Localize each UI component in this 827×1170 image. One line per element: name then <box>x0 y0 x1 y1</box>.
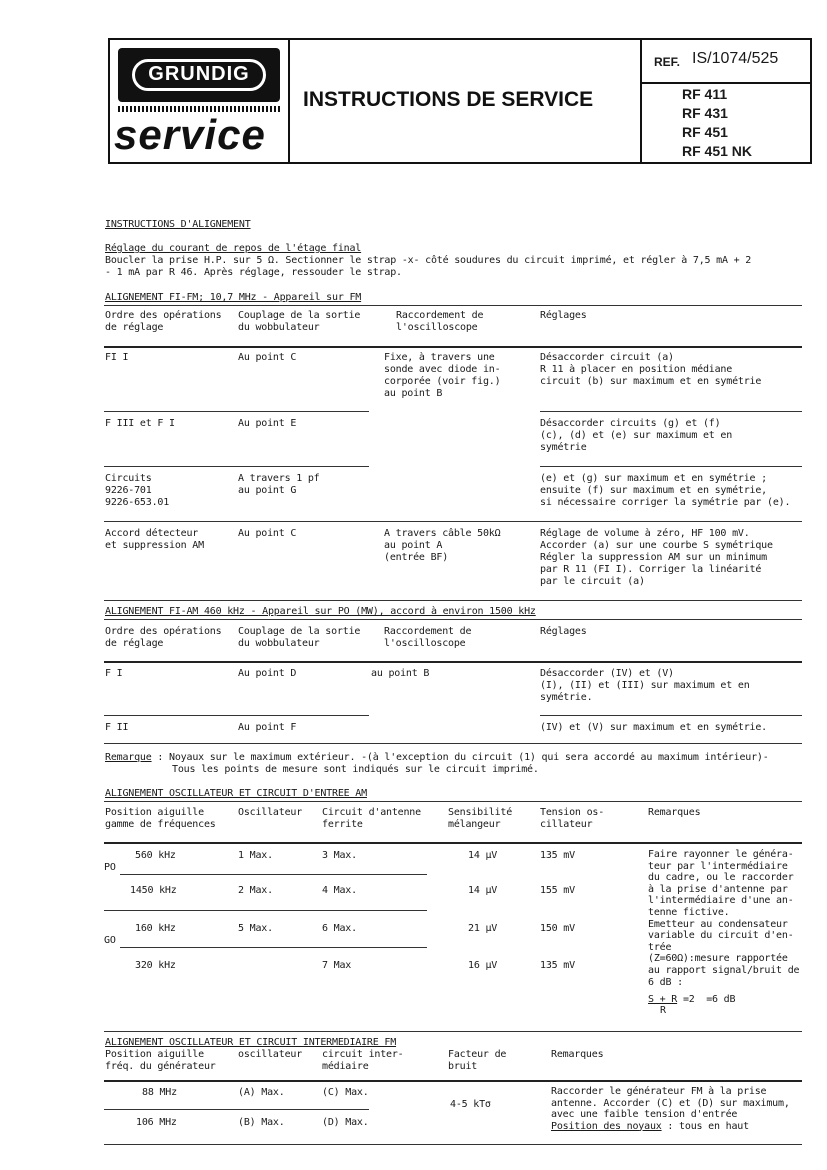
fm-col1-header: Ordre des opérations de réglage <box>105 310 222 333</box>
ref-label: REF. <box>654 55 681 69</box>
table-row: (C) Max. <box>322 1087 369 1098</box>
table-row: 135 mV <box>540 850 575 861</box>
fm-header-rule <box>104 346 802 348</box>
am-col3-header: Raccordement de l'oscilloscope <box>384 626 472 649</box>
fmosc-col3-header: circuit inter- médiaire <box>322 1049 404 1072</box>
fmosc-remarks: Raccorder le générateur FM à la prise antenne. Accorder (C) et (D) sur maximum, avec une faible tension d'entrée Position des noyaux : tous en haut <box>551 1086 790 1132</box>
grundig-service-logo <box>110 40 290 162</box>
table-row: Accord détecteur et suppression AM <box>105 528 204 551</box>
table-row: 150 mV <box>540 923 575 934</box>
fmosc-header-rule <box>104 1080 802 1082</box>
table-row: F II <box>105 722 129 733</box>
am-col1-header: Ordre des opérations de réglage <box>105 626 222 649</box>
am-row1-rule-right <box>540 715 802 716</box>
table-row: 7 Max <box>322 960 352 971</box>
core-position-text: : tous en haut <box>661 1120 749 1132</box>
table-row: 14 µV <box>468 850 498 861</box>
fmosc-col5-header: Remarques <box>551 1049 604 1060</box>
osc-col3-header: Circuit d'antenne ferrite <box>322 807 421 830</box>
am-table-top-rule <box>104 619 802 620</box>
osc-col4-header: Sensibilité mélangeur <box>448 807 513 830</box>
am-col2-header: Couplage de la sortie du wobbulateur <box>238 626 361 649</box>
am-osc-heading: ALIGNEMENT OSCILLATEUR ET CIRCUIT D'ENTREE AM <box>105 788 367 799</box>
table-row: A travers 1 pf au point G <box>238 473 320 496</box>
table-row: (D) Max. <box>322 1117 369 1128</box>
section-heading-bias: Réglage du courant de repos de l'étage final <box>105 243 362 254</box>
fm-row1-rule-left <box>104 411 369 412</box>
fm-if-heading: ALIGNEMENT FI-FM; 10,7 MHz - Appareil sur FM <box>105 292 362 303</box>
formula-denominator: R <box>660 1005 666 1016</box>
osc-row3-rule <box>120 947 427 948</box>
table-row: 88 MHz <box>142 1087 177 1098</box>
section-heading-alignment: INSTRUCTIONS D'ALIGNEMENT <box>105 219 251 230</box>
fm-col4-header: Réglages <box>540 310 587 321</box>
osc-header-rule <box>104 842 802 844</box>
model-rf431: RF 431 <box>682 105 728 121</box>
service-text: service <box>114 111 266 158</box>
table-row: Réglage de volume à zéro, HF 100 mV. Accorder (a) sur une courbe S symétrique Régler la suppression AM sur un minimum par R 11 (FI I). Corriger la linéarité par le circuit (a) <box>540 528 773 587</box>
osc-col2-header: Oscillateur <box>238 807 303 818</box>
table-row: 1 Max. <box>238 850 273 861</box>
noise-factor: 4-5 kTσ <box>450 1099 491 1110</box>
table-row: 320 kHz <box>135 960 176 971</box>
table-row: (A) Max. <box>238 1087 285 1098</box>
osc-remarks: Faire rayonner le généra- teur par l'intermédiaire du cadre, ou le raccorder à la prise d'antenne par l'intermédiaire d'une an- tenne fictive. Emetteur au condensateur variable du circuit d'en- trée (Z=60Ω):mesure rapportée au rapport signal/bruit de 6 dB : <box>648 849 800 988</box>
table-row: F I <box>105 668 123 679</box>
ref-value: IS/1074/525 <box>692 50 779 67</box>
remark-line2: Tous les points de mesure sont indiqués sur le circuit imprimé. <box>172 764 539 775</box>
table-row: 5 Max. <box>238 923 273 934</box>
osc-row2-rule <box>104 910 427 911</box>
table-row: 160 kHz <box>135 923 176 934</box>
table-row: F III et F I <box>105 418 175 429</box>
table-row: 135 mV <box>540 960 575 971</box>
am-row1-rule-left <box>104 715 369 716</box>
formula-numerator: S + R <box>648 994 678 1005</box>
fmosc-col4-header: Facteur de bruit <box>448 1049 507 1072</box>
fm-table-bottom-rule <box>104 600 802 601</box>
remark-line1 <box>105 752 769 764</box>
remark-text: : Noyaux sur le maximum extérieur. -(à l'exception du circuit (1) qui sera accordé au maximum intérieur)- <box>151 752 769 763</box>
table-row: (B) Max. <box>238 1117 285 1128</box>
osc-col1-header: Position aiguille gamme de fréquences <box>105 807 216 830</box>
table-row: FI I <box>105 352 129 363</box>
fm-osc-heading: ALIGNEMENT OSCILLATEUR ET CIRCUIT INTERMEDIAIRE FM <box>105 1037 397 1048</box>
fm-row2-rule-right <box>540 466 802 467</box>
table-row: au point B <box>371 668 430 679</box>
table-row: 155 mV <box>540 885 575 896</box>
table-row: Désaccorder circuit (a) R 11 à placer en position médiane circuit (b) sur maximum et en symétrie <box>540 352 762 387</box>
bias-instructions-line1: Boucler la prise H.P. sur 5 Ω. Sectionner le strap -x- côté soudures du circuit imprimé, et régler à 7,5 mA + 2 <box>105 255 752 266</box>
fmosc-top-rule <box>104 1031 802 1032</box>
table-row: 560 kHz <box>135 850 176 861</box>
grundig-brand-text: GRUNDIG <box>148 63 250 85</box>
table-row: 16 µV <box>468 960 498 971</box>
am-if-heading: ALIGNEMENT FI-AM 460 kHz - Appareil sur PO (MW), accord à environ 1500 kHz <box>105 606 536 617</box>
table-row: (IV) et (V) sur maximum et en symétrie. <box>540 722 767 733</box>
bias-instructions-line2: - 1 mA par R 46. Après réglage, ressouder le strap. <box>105 267 402 278</box>
table-row: Au point D <box>238 668 297 679</box>
osc-row1-rule <box>120 874 427 875</box>
table-row: 6 Max. <box>322 923 357 934</box>
reference-row <box>642 40 812 84</box>
fm-row2-rule-left <box>104 466 369 467</box>
table-row: Au point F <box>238 722 297 733</box>
table-row: Au point C <box>238 352 297 363</box>
model-rf451nk: RF 451 NK <box>682 143 753 159</box>
fmosc-col2-header: oscillateur <box>238 1049 303 1060</box>
table-row: 106 MHz <box>136 1117 177 1128</box>
core-position-label: Position des noyaux <box>551 1120 662 1132</box>
table-row: 2 Max. <box>238 885 273 896</box>
table-row: Circuits 9226-701 9226-653.01 <box>105 473 170 508</box>
osc-col6-header: Remarques <box>648 807 701 818</box>
fm-row1-rule-right <box>540 411 802 412</box>
table-row: 1450 kHz <box>130 885 177 896</box>
formula-result: =2 =6 dB <box>682 994 736 1005</box>
fm-row3-rule <box>104 521 802 522</box>
table-row: A travers câble 50kΩ au point A (entrée BF) <box>384 528 501 563</box>
table-row: 21 µV <box>468 923 498 934</box>
am-table-bottom-rule <box>104 743 802 744</box>
fmosc-col1-header: Position aiguille fréq. du générateur <box>105 1049 216 1072</box>
fm-table-top-rule <box>104 305 802 306</box>
table-row: 3 Max. <box>322 850 357 861</box>
table-row: Fixe, à travers une sonde avec diode in- corporée (voir fig.) au point B <box>384 352 501 399</box>
osc-col5-header: Tension os- cillateur <box>540 807 605 830</box>
band-po-label: PO <box>104 862 116 873</box>
fm-col3-header: Raccordement de l'oscilloscope <box>396 310 484 333</box>
reference-cell <box>640 40 812 162</box>
document-title: INSTRUCTIONS DE SERVICE <box>303 88 594 111</box>
model-rf451: RF 451 <box>682 124 728 140</box>
model-rf411: RF 411 <box>682 86 728 102</box>
table-row: Au point C <box>238 528 297 539</box>
table-row: 4 Max. <box>322 885 357 896</box>
table-row: Désaccorder circuits (g) et (f) (c), (d) et (e) sur maximum et en symétrie <box>540 418 733 453</box>
fm-col2-header: Couplage de la sortie du wobbulateur <box>238 310 361 333</box>
am-header-rule <box>104 661 802 663</box>
table-row: (e) et (g) sur maximum et en symétrie ; ensuite (f) sur maximum et en symétrie, si nécessaire corriger la symétrie par (e). <box>540 473 791 508</box>
am-col4-header: Réglages <box>540 626 587 637</box>
table-row: 14 µV <box>468 885 498 896</box>
table-row: Au point E <box>238 418 297 429</box>
band-go-label: GO <box>104 935 116 946</box>
remark-label: Remarque <box>105 752 152 763</box>
fmosc-row1-rule <box>104 1109 369 1110</box>
header-box <box>108 38 812 164</box>
osc-table-top-rule <box>104 801 802 802</box>
fmosc-bottom-rule <box>104 1144 802 1145</box>
table-row: Désaccorder (IV) et (V) (I), (II) et (III) sur maximum et en symétrie. <box>540 668 750 703</box>
